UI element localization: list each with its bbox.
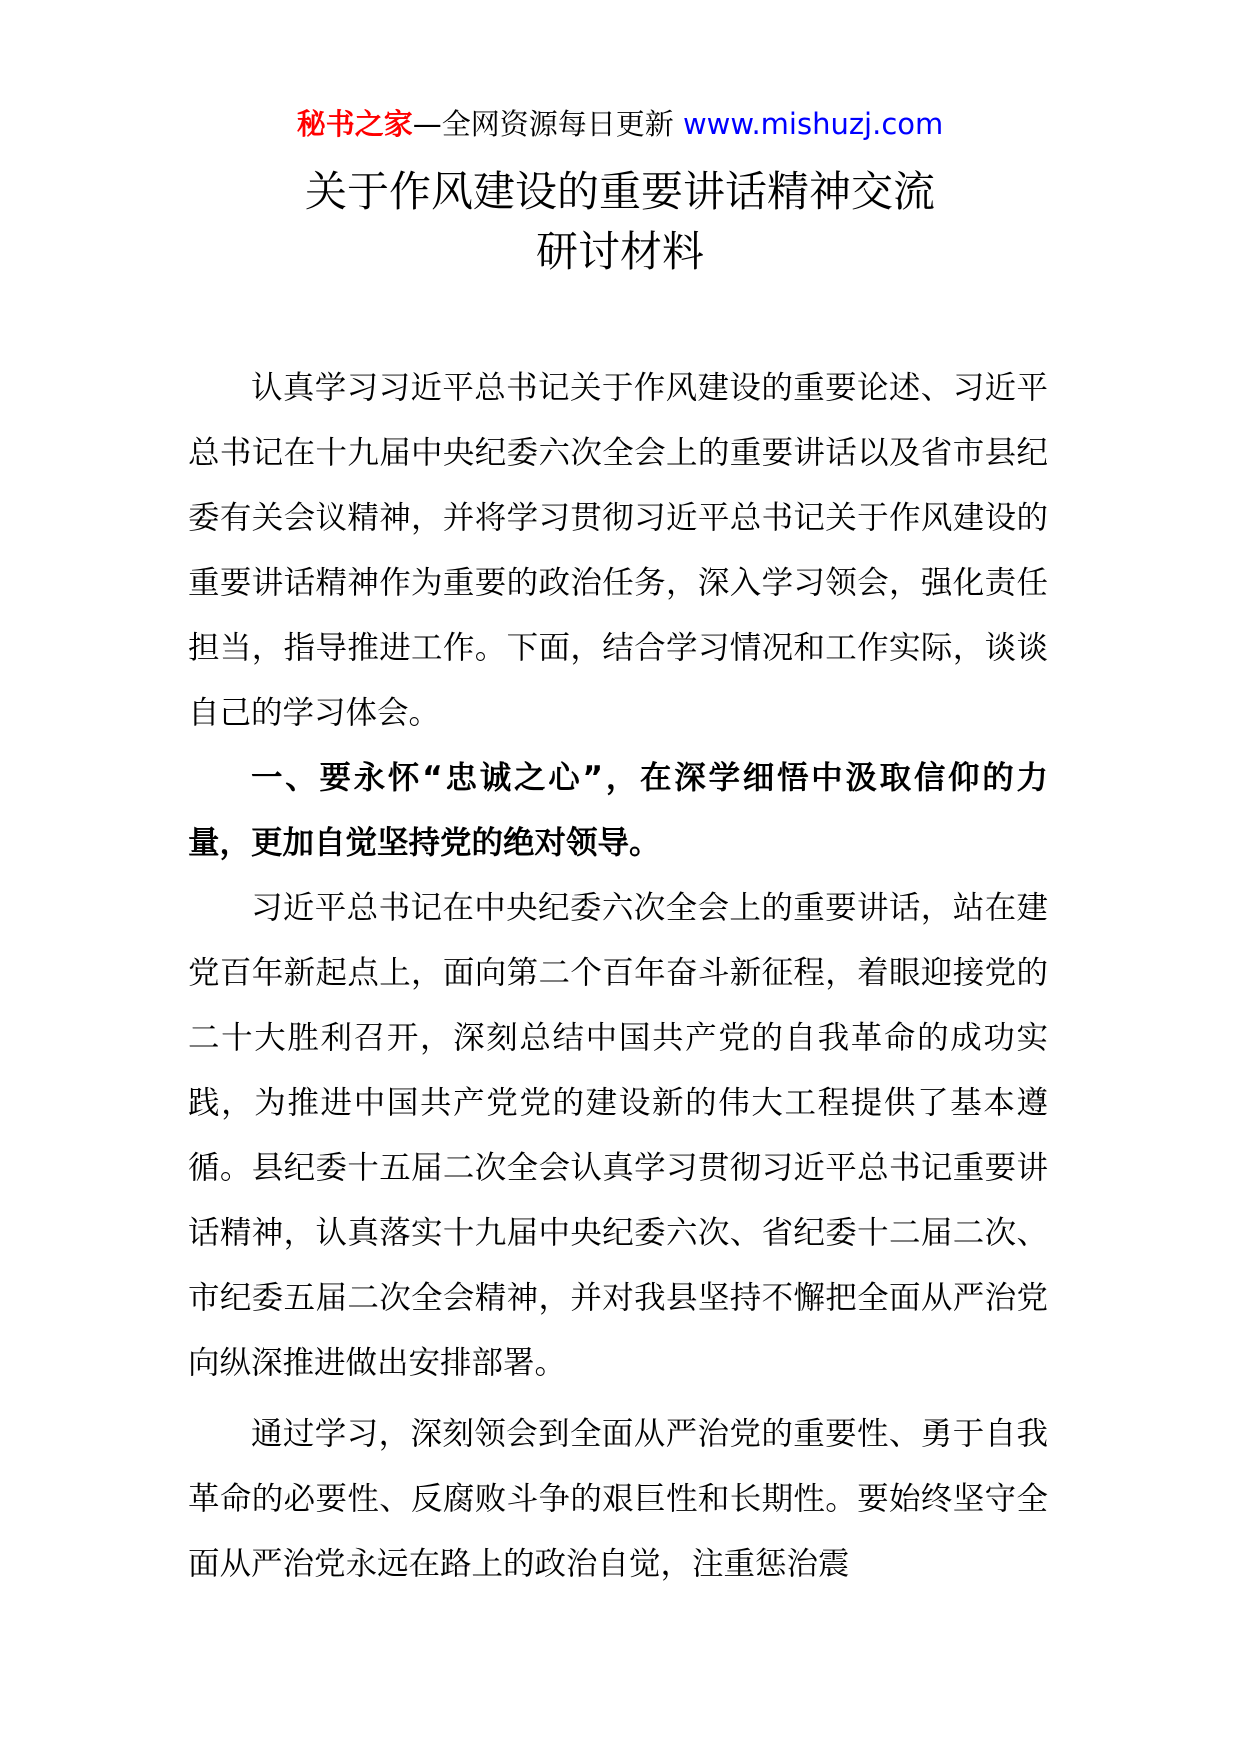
site-banner bbox=[0, 104, 1240, 144]
document-title bbox=[0, 162, 1240, 282]
body-paragraph: 通过学习，深刻领会到全面从严治党的重要性、勇于自我革命的必要性、反腐败斗争的艰巨性和长期性。要始终坚守全面从严治党永远在路上的政治自觉，注重惩治震 bbox=[188, 1416, 1048, 1582]
title-line-2: 研讨材料 bbox=[535, 227, 704, 276]
site-url[interactable]: www.mishuzj.com bbox=[682, 107, 944, 141]
intro-paragraph: 认真学习习近平总书记关于作风建设的重要论述、习近平总书记在十九届中央纪委六次全会上的重要讲话以及省市县纪委有关会议精神，并将学习贯彻习近平总书记关于作风建设的重要讲话精神作为重要的政治任务，深入学习领会，强化责任担当，指导推进工作。下面，结合学习情况和工作实际，谈谈自己的学习体会。 bbox=[188, 370, 1048, 731]
title-line-1: 关于作风建设的重要讲话精神交流 bbox=[304, 167, 935, 216]
brand-name: 秘书之家 bbox=[296, 107, 413, 141]
section-heading-1: 一、要永怀“忠诚之心”，在深学细悟中汲取信仰的力量，更加自觉坚持党的绝对领导。 bbox=[188, 760, 1048, 861]
body-paragraph: 习近平总书记在中央纪委六次全会上的重要讲话，站在建党百年新起点上，面向第二个百年奋斗新征程，着眼迎接党的二十大胜利召开，深刻总结中国共产党的自我革命的成功实践，为推进中国共产党党的建设新的伟大工程提供了基本遵循。县纪委十五届二次全会认真学习贯彻习近平总书记重要讲话精神，认真落实十九届中央纪委六次、省纪委十二届二次、市纪委五届二次全会精神，并对我县坚持不懈把全面从严治党向纵深推进做出安排部署。 bbox=[188, 890, 1048, 1381]
banner-tagline: —全网资源每日更新 bbox=[412, 107, 683, 141]
document-body bbox=[188, 356, 1048, 1597]
